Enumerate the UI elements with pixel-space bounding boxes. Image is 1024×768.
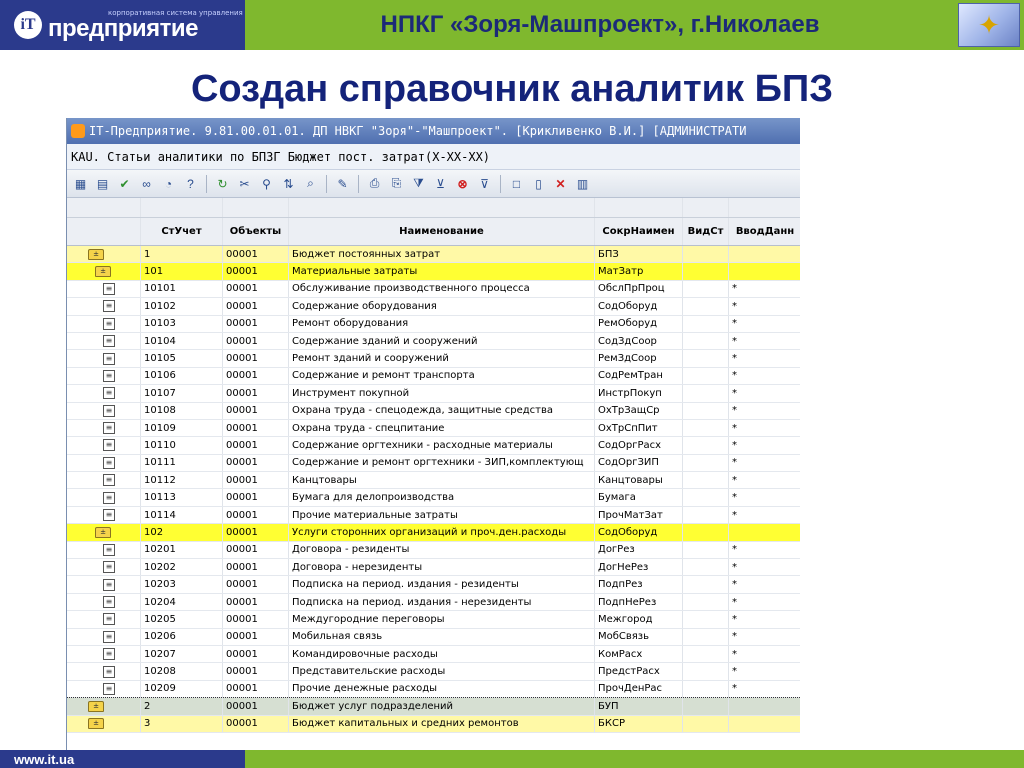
app-icon [71,124,85,138]
cell-input [729,524,800,540]
document-icon[interactable]: ≡ [103,666,115,678]
table-row[interactable] [67,316,800,333]
cell-input [729,263,800,279]
cell-input: * [732,666,737,678]
window-title: IT-Предприятие. 9.81.00.01.01. ДП НВКГ "Зоря"-"Машпроект". [Крикливенко В.И.] [АДМИНИСТРАТИ [89,124,747,138]
cell-vidst [683,298,729,314]
cell-vidst [683,524,729,540]
cell-vidst [683,281,729,297]
folder-icon[interactable]: ± [95,266,111,277]
data-grid [67,198,800,733]
column-header-objects[interactable]: Объекты [223,218,289,245]
table-row[interactable] [67,472,800,489]
cell-code: 102 [141,524,223,540]
cell-vidst [683,489,729,505]
cell-input: * [732,387,737,399]
cell-objects: 00001 [223,716,289,732]
cell-objects: 00001 [223,611,289,627]
cell-short-name: МатЗатр [595,263,683,279]
cell-objects: 00001 [223,576,289,592]
window-titlebar [67,118,800,144]
cell-code: 10108 [141,403,223,419]
cell-objects: 00001 [223,420,289,436]
cell-name: Бюджет услуг подразделений [289,698,595,714]
document-icon[interactable]: ≡ [103,387,115,399]
sort-icon[interactable]: ⇅ [283,176,294,191]
cell-code: 10207 [141,646,223,662]
table-row[interactable] [67,646,800,663]
folder-icon[interactable]: ± [88,249,104,260]
document-icon[interactable]: ≡ [103,439,115,451]
cell-objects: 00001 [223,246,289,262]
column-header-stuchet[interactable]: СтУчет [141,218,223,245]
cell-input: * [732,300,737,312]
document-icon[interactable]: ≡ [103,561,115,573]
table-row[interactable] [67,594,800,611]
cell-vidst [683,507,729,523]
document-icon[interactable]: ≡ [103,579,115,591]
column-header-vidst[interactable]: ВидСт [683,218,729,245]
cell-name: Ремонт оборудования [289,316,595,332]
filter-remove-icon[interactable]: ⊗ [457,176,468,191]
cell-code: 10205 [141,611,223,627]
delete-icon[interactable]: ✕ [555,176,566,191]
cell-vidst [683,698,729,714]
document-icon[interactable]: ≡ [103,318,115,330]
cell-input: * [732,422,737,434]
cell-code: 10111 [141,455,223,471]
cell-name: Бумага для делопроизводства [289,489,595,505]
cell-short-name: ПрочМатЗат [595,507,683,523]
document-icon[interactable]: ≡ [103,300,115,312]
document-icon[interactable]: ≡ [103,353,115,365]
cell-vidst [683,385,729,401]
cell-code: 2 [141,698,223,714]
new-doc-icon[interactable]: □ [512,176,521,191]
document-icon[interactable]: ≡ [103,492,115,504]
table-row[interactable] [67,716,800,733]
cell-objects: 00001 [223,472,289,488]
cell-short-name: ПодпРез [595,576,683,592]
document-icon[interactable]: ≡ [103,405,115,417]
cell-name: Прочие материальные затраты [289,507,595,523]
cell-objects: 00001 [223,489,289,505]
check-icon[interactable]: ✔ [119,176,130,191]
cell-code: 10201 [141,542,223,558]
grid-header-filter-row [67,198,800,218]
company-emblem-icon: ✦ [958,3,1020,47]
cell-objects: 00001 [223,629,289,645]
grid-header-row [67,218,800,246]
cell-short-name: ДогРез [595,542,683,558]
link-icon[interactable]: ∞ [142,176,151,191]
cell-code: 10106 [141,368,223,384]
cell-input: * [732,318,737,330]
document-icon[interactable]: ≡ [103,335,115,347]
cell-name: Ремонт зданий и сооружений [289,350,595,366]
cell-objects: 00001 [223,681,289,697]
print-preview-icon[interactable]: ⎘ [391,176,402,190]
print-icon[interactable]: ⎙ [369,176,380,190]
document-icon[interactable]: ≡ [103,648,115,660]
cell-vidst [683,646,729,662]
cell-code: 10209 [141,681,223,697]
cell-short-name: Бумага [595,489,683,505]
cell-code: 3 [141,716,223,732]
cell-code: 10110 [141,437,223,453]
chart-icon[interactable]: ◔ [164,176,173,191]
cell-short-name: БПЗ [595,246,683,262]
document-icon[interactable]: ≡ [103,370,115,382]
cell-input: * [732,596,737,608]
table-row[interactable] [67,333,800,350]
table-row[interactable] [67,629,800,646]
cell-input: * [732,439,737,451]
cell-name: Обслуживание производственного процесса [289,281,595,297]
document-icon[interactable]: ≡ [103,613,115,625]
cell-name: Договора - нерезиденты [289,559,595,575]
document-icon[interactable]: ≡ [103,544,115,556]
table-row[interactable] [67,524,800,541]
cell-short-name: ПрочДенРас [595,681,683,697]
cell-objects: 00001 [223,350,289,366]
table-row[interactable] [67,489,800,506]
cell-short-name: РемЗдСоор [595,350,683,366]
table-row[interactable] [67,681,800,698]
cell-code: 10102 [141,298,223,314]
document-icon[interactable]: ≡ [103,474,115,486]
cell-objects: 00001 [223,594,289,610]
cell-code: 10206 [141,629,223,645]
document-icon[interactable]: ≡ [103,422,115,434]
cell-short-name: СодОборуд [595,524,683,540]
cell-name: Прочие денежные расходы [289,681,595,697]
cell-vidst [683,559,729,575]
tools-icon[interactable]: ✂ [239,176,250,191]
cell-name: Междугородние переговоры [289,611,595,627]
toolbar-separator [326,175,327,193]
cell-vidst [683,594,729,610]
cell-input: * [732,457,737,469]
cell-vidst [683,316,729,332]
cell-objects: 00001 [223,455,289,471]
cell-objects: 00001 [223,542,289,558]
logo-subtext: корпоративная система управления [108,9,243,17]
cell-objects: 00001 [223,333,289,349]
cell-short-name: МобСвязь [595,629,683,645]
cell-short-name: СодОборуд [595,298,683,314]
cell-code: 10203 [141,576,223,592]
table-row[interactable] [67,298,800,315]
cell-name: Мобильная связь [289,629,595,645]
table-row[interactable] [67,611,800,628]
table-icon[interactable]: ▥ [576,176,589,191]
cell-name: Договора - резиденты [289,542,595,558]
form-caption-text: КАU. Статьи аналитики по БПЗГ Бюджет пост. затрат(X-XX-XX) [71,149,491,164]
cell-objects: 00001 [223,298,289,314]
cell-code: 10105 [141,350,223,366]
document-icon[interactable]: ≡ [103,283,115,295]
table-row[interactable] [67,350,800,367]
form-caption [67,144,800,170]
cell-name: Материальные затраты [289,263,595,279]
cell-code: 10202 [141,559,223,575]
cell-vidst [683,455,729,471]
view-icon[interactable]: ▦ [74,176,87,191]
cell-vidst [683,420,729,436]
cell-objects: 00001 [223,368,289,384]
cell-code: 10103 [141,316,223,332]
cell-input: * [732,474,737,486]
brand-logo [0,0,245,50]
cell-short-name: Канцтовары [595,472,683,488]
cell-vidst [683,629,729,645]
cell-vidst [683,263,729,279]
cell-name: Услуги сторонних организаций и проч.ден.расходы [289,524,595,540]
edit-pen-icon[interactable]: ✎ [337,176,348,191]
cell-input: * [732,509,737,521]
cell-input: * [732,631,737,643]
edit-icon[interactable]: ▤ [96,176,109,191]
table-row[interactable] [67,576,800,593]
cell-code: 10204 [141,594,223,610]
logo-mark-icon: iT [14,11,42,39]
cell-input [729,698,800,714]
cell-input: * [732,561,737,573]
cell-short-name: ПодпНеРез [595,594,683,610]
cell-short-name: БУП [595,698,683,714]
cell-input: * [732,370,737,382]
cell-name: Содержание и ремонт оргтехники - ЗИП,комплектующ [289,455,595,471]
table-row[interactable] [67,559,800,576]
cell-code: 10109 [141,420,223,436]
cell-name: Содержание оргтехники - расходные материалы [289,437,595,453]
cell-name: Содержание и ремонт транспорта [289,368,595,384]
header-bar [0,0,1024,50]
cell-code: 101 [141,263,223,279]
cell-short-name: СодРемТран [595,368,683,384]
logo-text: предприятие [48,15,199,42]
cell-input: * [732,353,737,365]
table-row[interactable] [67,542,800,559]
cell-short-name: СодОргРасх [595,437,683,453]
cell-vidst [683,368,729,384]
document-icon[interactable]: ≡ [103,683,115,695]
doc-icon[interactable]: ▯ [535,176,542,191]
cell-code: 10208 [141,663,223,679]
cell-vidst [683,246,729,262]
table-row[interactable] [67,246,800,263]
cell-code: 1 [141,246,223,262]
cell-input: * [732,579,737,591]
table-row[interactable] [67,263,800,280]
find-icon[interactable]: ⌕ [307,176,314,190]
cell-objects: 00001 [223,281,289,297]
cell-objects: 00001 [223,316,289,332]
cell-objects: 00001 [223,559,289,575]
column-header-short-name[interactable]: СокрНаимен [595,218,683,245]
table-row[interactable] [67,385,800,402]
table-row[interactable] [67,507,800,524]
cell-short-name: КомРасх [595,646,683,662]
cell-objects: 00001 [223,646,289,662]
cell-objects: 00001 [223,403,289,419]
cell-short-name: Межгород [595,611,683,627]
document-icon[interactable]: ≡ [103,631,115,643]
cell-code: 10112 [141,472,223,488]
cell-objects: 00001 [223,437,289,453]
cell-input [729,716,800,732]
table-row[interactable] [67,281,800,298]
cell-vidst [683,681,729,697]
filter-clear-icon[interactable]: ⊻ [436,176,445,191]
cell-code: 10113 [141,489,223,505]
cell-name: Подписка на период. издания - резиденты [289,576,595,592]
cell-code: 10101 [141,281,223,297]
folder-icon[interactable]: ± [88,718,104,729]
cell-short-name: ИнстрПокуп [595,385,683,401]
column-header-input[interactable]: ВводДанн [735,226,795,237]
document-icon[interactable]: ≡ [103,509,115,521]
toolbar-separator [500,175,501,193]
cell-objects: 00001 [223,524,289,540]
cell-code: 10114 [141,507,223,523]
footer-url: www.it.ua [0,750,245,768]
table-row[interactable] [67,420,800,437]
cell-input: * [732,683,737,695]
table-row[interactable] [67,403,800,420]
cell-short-name: ПредстРасх [595,663,683,679]
table-row[interactable] [67,437,800,454]
cell-vidst [683,333,729,349]
cell-input: * [732,335,737,347]
cell-code: 10104 [141,333,223,349]
cell-name: Бюджет капитальных и средних ремонтов [289,716,595,732]
cell-input [729,246,800,262]
grid-body [67,246,800,733]
table-row[interactable] [67,698,800,715]
table-row[interactable] [67,368,800,385]
cell-objects: 00001 [223,263,289,279]
cell-name: Содержание оборудования [289,298,595,314]
toolbar [67,170,800,198]
table-row[interactable] [67,455,800,472]
cell-short-name: БКСР [595,716,683,732]
filter-apply-icon[interactable]: ⊽ [480,176,489,191]
cell-vidst [683,611,729,627]
cell-name: Бюджет постоянных затрат [289,246,595,262]
cell-vidst [683,542,729,558]
cell-objects: 00001 [223,385,289,401]
cell-name: Содержание зданий и сооружений [289,333,595,349]
cell-name: Представительские расходы [289,663,595,679]
cell-input: * [732,613,737,625]
cell-vidst [683,576,729,592]
cell-vidst [683,716,729,732]
cell-input: * [732,648,737,660]
cell-vidst [683,403,729,419]
cell-input: * [732,492,737,504]
cell-input: * [732,405,737,417]
cell-vidst [683,350,729,366]
page-title: Создан справочник аналитик БПЗ [190,68,833,110]
search-icon[interactable]: ⚲ [262,176,271,191]
document-icon[interactable]: ≡ [103,596,115,608]
cell-short-name: ОбслПрПроц [595,281,683,297]
help-icon[interactable]: ? [187,176,194,191]
cell-input: * [732,544,737,556]
folder-icon[interactable]: ± [95,527,111,538]
cell-short-name: СодОргЗИП [595,455,683,471]
refresh-icon[interactable]: ↻ [217,176,228,191]
cell-short-name: ДогНеРез [595,559,683,575]
cell-short-name: СодЗдСоор [595,333,683,349]
cell-vidst [683,437,729,453]
cell-short-name: ОхТрЗащСр [595,403,683,419]
cell-name: Подписка на период. издания - нерезиденты [289,594,595,610]
table-row[interactable] [67,663,800,680]
cell-objects: 00001 [223,698,289,714]
cell-name: Командировочные расходы [289,646,595,662]
column-header-name[interactable]: Наименование [289,218,595,245]
footer-bar [0,750,1024,768]
cell-code: 10107 [141,385,223,401]
cell-short-name: ОхТрСпПит [595,420,683,436]
folder-icon[interactable]: ± [88,701,104,712]
app-window [66,118,800,750]
cell-name: Охрана труда - спецпитание [289,420,595,436]
cell-objects: 00001 [223,663,289,679]
cell-objects: 00001 [223,507,289,523]
toolbar-separator [206,175,207,193]
filter-icon[interactable]: ⧩ [413,176,424,190]
cell-input: * [732,283,737,295]
cell-name: Канцтовары [289,472,595,488]
cell-vidst [683,472,729,488]
cell-name: Охрана труда - спецодежда, защитные средства [289,403,595,419]
toolbar-separator [358,175,359,193]
cell-name: Инструмент покупной [289,385,595,401]
column-header-tree[interactable] [85,218,141,245]
cell-short-name: РемОборуд [595,316,683,332]
cell-vidst [683,663,729,679]
document-icon[interactable]: ≡ [103,457,115,469]
header-title: НПКГ «Зоря-Машпроект», г.Николаев [380,11,820,38]
